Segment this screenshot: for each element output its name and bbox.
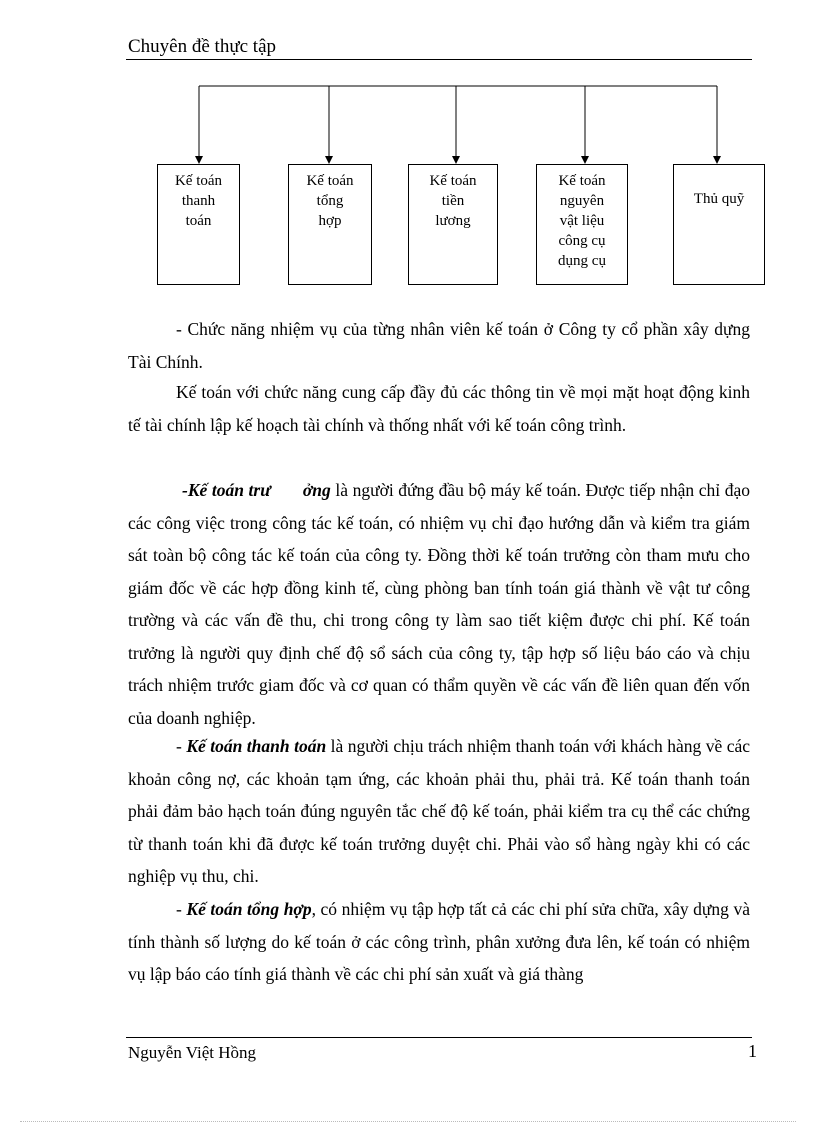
org-box-ke-toan-thanh-toan [157,164,240,285]
org-box-line: lương [435,213,471,229]
org-box-thu-quy [673,164,765,285]
footer-rule [126,1037,752,1038]
org-box-line: nguyên [559,193,605,209]
paragraph-text: là người chịu trách nhiệm thanh toán với khách hàng về các khoản công nợ, các khoản tạm ứng, các khoản phải thu, phải trả. Kế toán thanh toán phải đảm bảo hạch toán đúng nguyên tắc chế độ kế toán, phải kiểm tra cụ thể các chứng từ thanh toán khi đã được kế toán trưởng duyệt chi. Phải vào sổ hàng ngày khi có các nghiệp vụ thu, chi. [128,736,750,886]
org-box-line: Kế toán [558,173,606,189]
org-box-line: Kế toán [429,173,477,189]
org-box-line: thanh [181,193,216,209]
paragraph-overview: Kế toán với chức năng cung cấp đầy đủ các thông tin về mọi mặt hoạt động kinh tế tài chính lập kế hoạch tài chính và thống nhất với kế toán công trình. [128,382,750,435]
paragraph-ke-toan-tong-hop [128,893,750,991]
org-box-line: công cụ [558,233,606,249]
role-title-ke-toan-tong-hop: Kế toán tổng hợp [186,899,312,919]
org-box-line: dụng cụ [558,253,606,269]
org-box-ke-toan-nguyen-vat-lieu [536,164,628,285]
paragraph-prefix: - [176,899,187,919]
org-box-ke-toan-tien-luong [408,164,498,285]
org-box-line: tổng [316,193,344,209]
org-box-line: Kế toán [306,173,354,189]
org-box-line: toán [185,213,212,229]
paragraph-prefix: - [176,736,187,756]
paragraph-ke-toan-truong [128,474,750,734]
org-box-ke-toan-tong-hop [288,164,372,285]
org-box-line: tiền [441,193,465,209]
org-box-line: vật liệu [559,213,605,229]
role-title-ke-toan-thanh-toan: Kế toán thanh toán [186,736,327,756]
paragraph-ke-toan-thanh-toan [128,730,750,893]
org-box-line: hợp [318,213,342,229]
page-number: 1 [748,1041,757,1061]
paragraph-text: , có nhiệm vụ tập hợp tất cả các chi phí sửa chữa, xây dựng và tính thành số lượng do kế toán ở các công trình, phân xưởng đưa lên, kế toán có nhiệm vụ lập báo cáo tính giá thành về các chi phí sản xuất và giá thàng [128,899,750,984]
page-edge-dotted-line [20,1121,796,1122]
footer-author: Nguyễn Việt Hồng [128,1043,257,1062]
org-box-line: Thủ quỹ [693,191,745,207]
paragraph-text: là người đứng đầu bộ máy kế toán. Được tiếp nhận chỉ đạo các công việc trong công tác kế toán, có nhiệm vụ chỉ đạo hướng dẫn và kiểm tra giám sát toàn bộ công tác kế toán của công ty. Đồng thời kế toán trưởng còn tham mưu cho giám đốc về các hợp đồng kinh tế, cùng phòng ban tính toán giá thành về vật tư công trường và các vấn đề thu, chi trong công ty làm sao tiết kiệm được chi phí. Kế toán trưởng là người quy định chế độ sổ sách của công ty, tập hợp số liệu báo cáo và chịu trách nhiệm trước giam đốc và cơ quan có thẩm quyền về các vấn đề liên quan đến vốn của doanh nghiệp. [128,480,750,728]
paragraph-prefix: - [182,480,188,500]
role-title-ke-toan-truong: Kế toán trư ởng [187,480,331,500]
org-box-line: Kế toán [174,173,223,189]
page-header-title: Chuyên đề thực tập [128,36,277,57]
paragraph-intro: - Chức năng nhiệm vụ của từng nhân viên kế toán ở Công ty cổ phần xây dựng Tài Chính. [128,319,750,372]
